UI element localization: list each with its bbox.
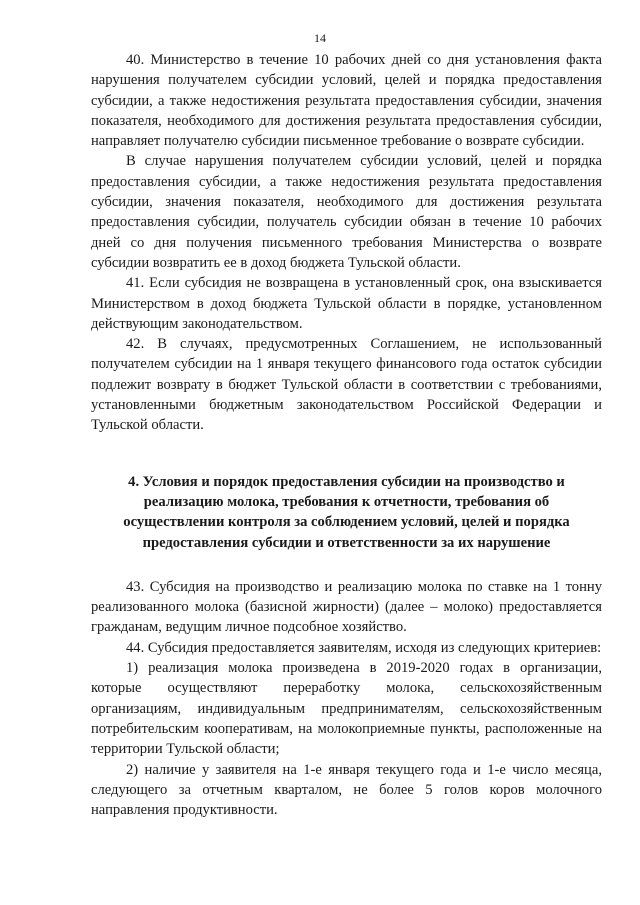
paragraph-40: 40. Министерство в течение 10 рабочих дней со дня установления факта нарушения получателем субсидии условий, целей и порядка предоставления субсидии, а также недостижения результата предоставления субсидии, значения показателя, необходимого для достижения результата предоставления субсидии, направляет получателю субсидии письменное требование о возврате субсидии. <box>91 52 602 150</box>
paragraph-40-continued: В случае нарушения получателем субсидии условий, целей и порядка предоставления субсидии, а также недостижения результата предоставления субсидии, значения показателя, необходимого для достижения результата предоставления субсидии, получатель субсидии обязан в течение 10 рабочих дней со дня получения письменного требования Министерства о возврате субсидии возвратить ее в доход бюджета Тульской области. <box>91 153 602 271</box>
paragraph-42: 42. В случаях, предусмотренных Соглашением, не использованный получателем субсидии на 1 января текущего финансового года остаток субсидии подлежит возврату в бюджет Тульской области в соответствии с требованиями, установленными бюджетным законодательством Российской Федерации и Тульской области. <box>91 336 602 434</box>
section-4-heading: 4. Условия и порядок предоставления субсидии на производство и реализацию молока, требования к отчетности, требования об осуществлении контроля за соблюдением условий, целей и порядка предоставления субсидии и ответственности за их нарушение <box>123 473 570 551</box>
paragraph-43: 43. Субсидия на производство и реализацию молока по ставке на 1 тонну реализованного молока (базисной жирности) (далее – молоко) предоставляется гражданам, ведущим личное подсобное хозяйство. <box>91 578 602 636</box>
page-number: 14 <box>314 31 326 45</box>
criterion-2: 2) наличие у заявителя на 1-е января текущего года и 1-е число месяца, следующего за отчетным кварталом, не более 5 голов коров молочного направления продуктивности. <box>91 761 602 819</box>
document-body <box>91 50 602 820</box>
paragraph-44: 44. Субсидия предоставляется заявителям, исходя из следующих критериев: <box>126 639 602 656</box>
paragraph-41: 41. Если субсидия не возвращена в установленный срок, она взыскивается Министерством в доход бюджета Тульской области в порядке, установленном действующим законодательством. <box>91 275 602 332</box>
criterion-1: 1) реализация молока произведена в 2019-2020 годах в организации, которые осуществляют переработку молока, сельскохозяйственным организациям, индивидуальным предпринимателям, сельскохозяйственным потребительским кооперативам, на молокоприемные пункты, расположенные на территории Тульской области; <box>91 660 602 758</box>
